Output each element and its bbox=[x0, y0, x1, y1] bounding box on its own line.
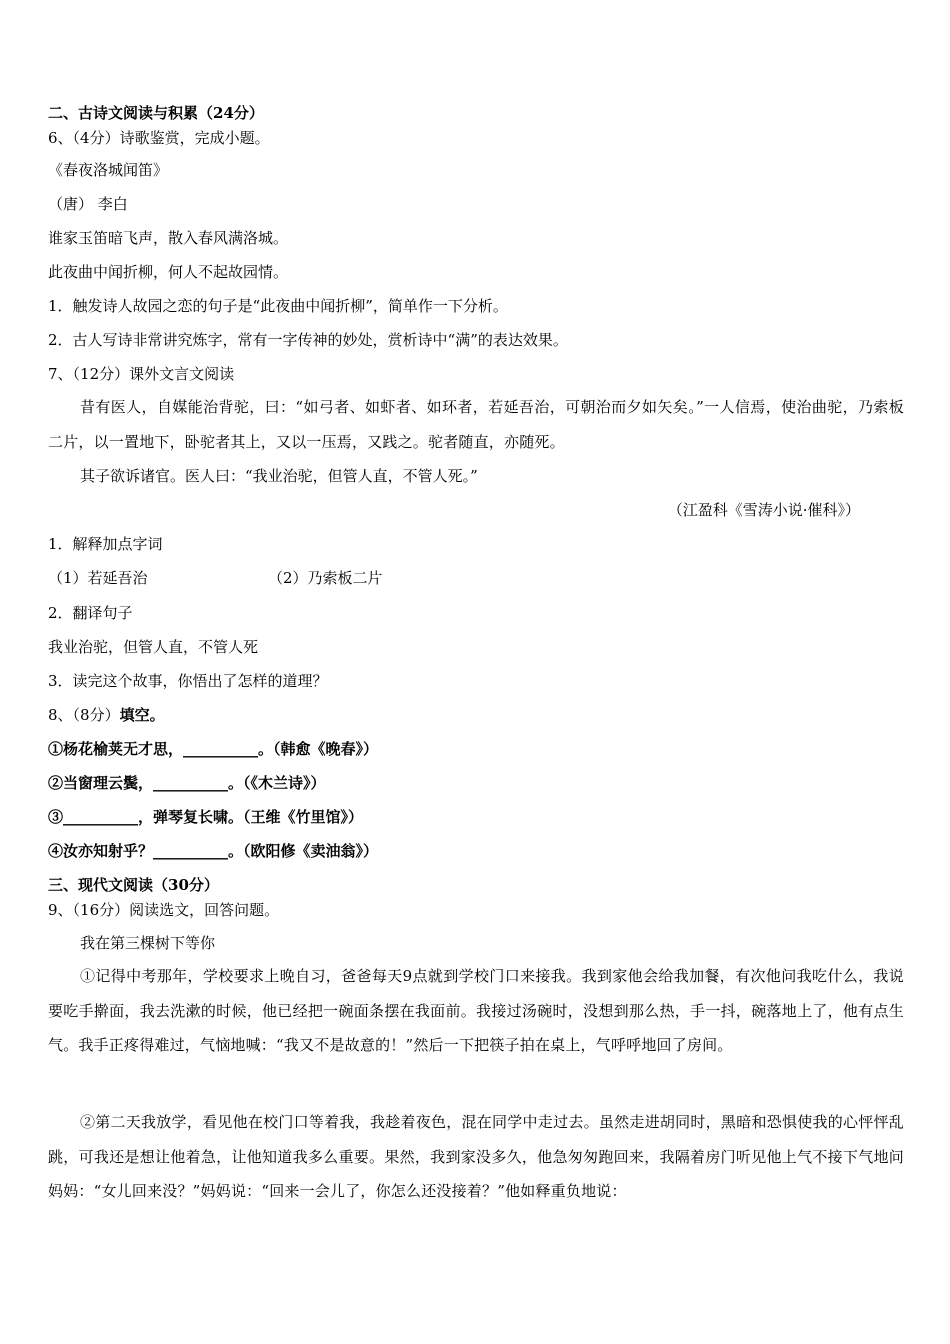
q9-intro: 9、（16分）阅读选文，回答问题。 bbox=[48, 901, 280, 919]
q7-sub-1-a: （1）若延吾治 bbox=[48, 569, 148, 587]
q7-source: （江盈科《雪涛小说·催科》） bbox=[667, 501, 860, 519]
q7-intro: 7、（12分）课外文言文阅读 bbox=[48, 365, 235, 383]
poem-line-1: 谁家玉笛暗飞声，散入春风满洛城。 bbox=[48, 229, 289, 247]
q6-intro: 6、（4分）诗歌鉴赏，完成小题。 bbox=[48, 129, 270, 147]
q8-intro-prefix: 8、（8分） bbox=[48, 706, 120, 724]
q6-sub-2: 2．古人写诗非常讲究炼字，常有一字传神的妙处，赏析诗中“满”的表达效果。 bbox=[48, 331, 568, 349]
poem-line-2: 此夜曲中闻折柳，何人不起故园情。 bbox=[48, 263, 289, 281]
q6-sub-1: 1．触发诗人故园之恋的句子是“此夜曲中闻折柳”，简单作一下分析。 bbox=[48, 297, 508, 315]
q8-item-1: ①杨花榆荚无才思，__________。（韩愈《晚春》） bbox=[48, 740, 379, 758]
q9-article-title: 我在第三棵树下等你 bbox=[80, 934, 216, 952]
q8-intro bbox=[48, 705, 908, 725]
q7-classical-paragraph-1: 昔有医人，自媒能治背驼，曰：“如弓者、如虾者、如环者，若延吾治，可朝治而夕如矢矣。”一人信焉，使治曲驼，乃索板二片，以一置地下，卧驼者其上，又以一压焉，又践之。驼者随直，亦随死。 bbox=[48, 398, 904, 451]
section-3-heading: 三、现代文阅读（30分） bbox=[48, 876, 219, 894]
q8-item-4: ④汝亦知射乎？__________。（欧阳修《卖油翁》） bbox=[48, 842, 379, 860]
q8-item-2: ②当窗理云鬓，__________。（《木兰诗》） bbox=[48, 774, 326, 792]
section-2-heading: 二、古诗文阅读与积累（24分） bbox=[48, 104, 264, 122]
q9-paragraph-1: ①记得中考那年，学校要求上晚自习，爸爸每天9点就到学校门口来接我。我到家他会给我加餐，有次他问我吃什么，我说要吃手擀面，我去洗漱的时候，他已经把一碗面条摆在我面前。我接过汤碗时，没想到那么热，手一抖，碗落地上了，他有点生气。我手正疼得难过，气恼地喊：“我又不是故意的！”然后一下把筷子拍在桌上，气呼呼地回了房间。 bbox=[48, 967, 904, 1054]
q7-sub-1-b: （2）乃索板二片 bbox=[268, 569, 383, 587]
q8-item-3: ③__________，弹琴复长啸。（王维《竹里馆》） bbox=[48, 808, 364, 826]
q9-paragraph-2: ②第二天我放学，看见他在校门口等着我，我趁着夜色，混在同学中走过去。虽然走进胡同时，黑暗和恐惧使我的心怦怦乱跳，可我还是想让他着急，让他知道我多么重要。果然，我到家没多久，他急匆匆跑回来，我隔着房门听见他上气不接下气地问妈妈：“女儿回来没？”妈妈说：“回来一会儿了，你怎么还没接着？”他如释重负地说： bbox=[48, 1113, 904, 1200]
q7-sub-1: 1．解释加点字词 bbox=[48, 535, 163, 553]
q8-intro-bold: 填空。 bbox=[119, 706, 165, 724]
q7-sub-2: 2．翻译句子 bbox=[48, 604, 133, 622]
poem-author: （唐） 李白 bbox=[48, 195, 128, 213]
q7-sub-2-text: 我业治驼，但管人直，不管人死 bbox=[48, 638, 259, 656]
poem-title: 《春夜洛城闻笛》 bbox=[48, 161, 169, 179]
q7-sub-3: 3．读完这个故事，你悟出了怎样的道理？ bbox=[48, 672, 328, 690]
q7-classical-paragraph-2: 其子欲诉诸官。医人曰：“我业治驼，但管人直，不管人死。” bbox=[80, 467, 478, 485]
